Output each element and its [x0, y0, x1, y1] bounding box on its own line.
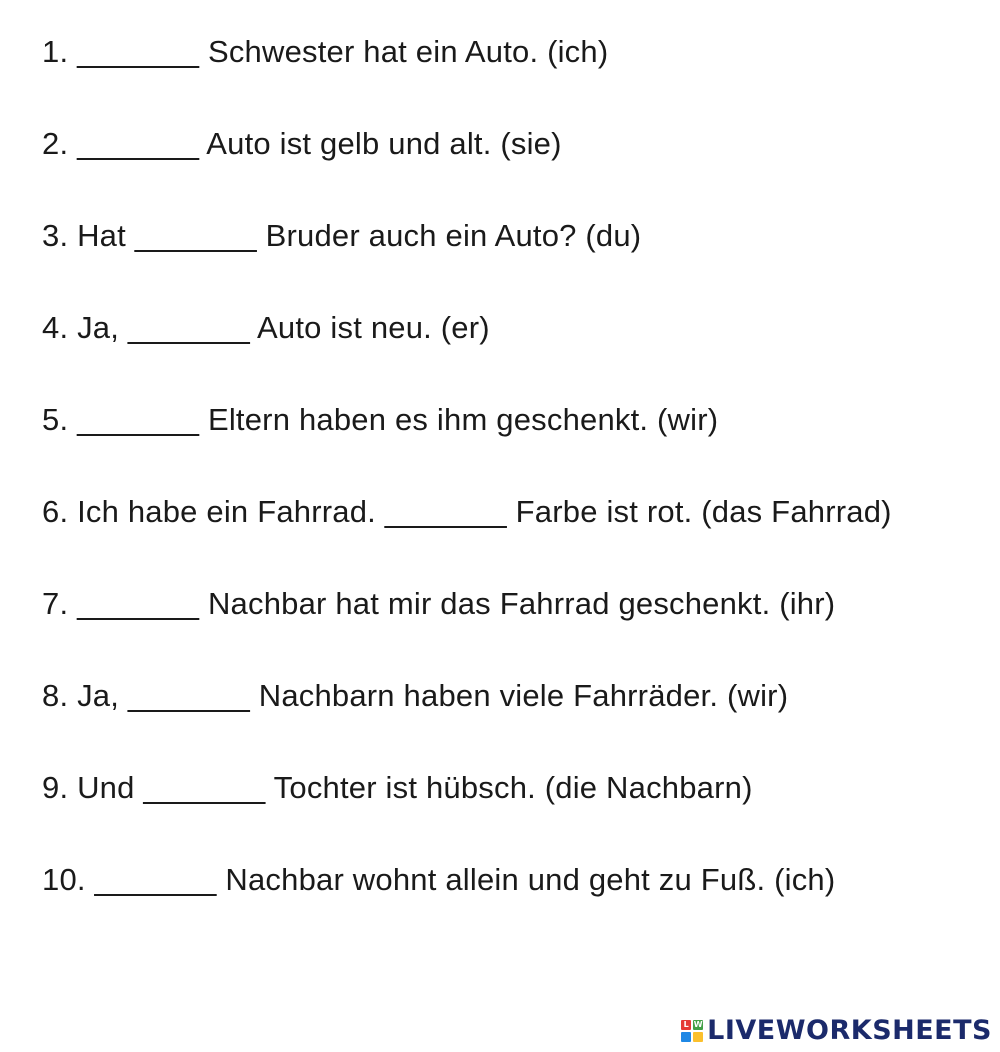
exercise-8: 8. Ja, _______ Nachbarn haben viele Fahrräder. (wir)	[42, 678, 789, 713]
exercise-5: 5. _______ Eltern haben es ihm geschenkt. (wir)	[42, 402, 719, 437]
logo-tile-3	[681, 1032, 691, 1042]
exercise-7: 7. _______ Nachbar hat mir das Fahrrad geschenkt. (ihr)	[42, 586, 836, 621]
exercise-6: 6. Ich habe ein Fahrrad. _______ Farbe ist rot. (das Fahrrad)	[42, 494, 892, 529]
liveworksheets-logo-icon	[681, 1020, 703, 1042]
logo-tile-4	[693, 1032, 703, 1042]
exercise-9: 9. Und _______ Tochter ist hübsch. (die Nachbarn)	[42, 770, 753, 805]
exercise-1: 1. _______ Schwester hat ein Auto. (ich)	[42, 34, 609, 69]
exercise-2: 2. _______ Auto ist gelb und alt. (sie)	[42, 126, 562, 161]
logo-text: LIVEWORKSHEETS	[707, 1015, 992, 1046]
liveworksheets-logo	[681, 1015, 992, 1046]
exercise-4: 4. Ja, _______ Auto ist neu. (er)	[42, 310, 490, 345]
exercise-3: 3. Hat _______ Bruder auch ein Auto? (du)	[42, 218, 642, 253]
logo-tile-1: L	[681, 1020, 691, 1030]
exercise-10: 10. _______ Nachbar wohnt allein und geht zu Fuß. (ich)	[42, 862, 836, 897]
logo-tile-2: W	[693, 1019, 703, 1029]
